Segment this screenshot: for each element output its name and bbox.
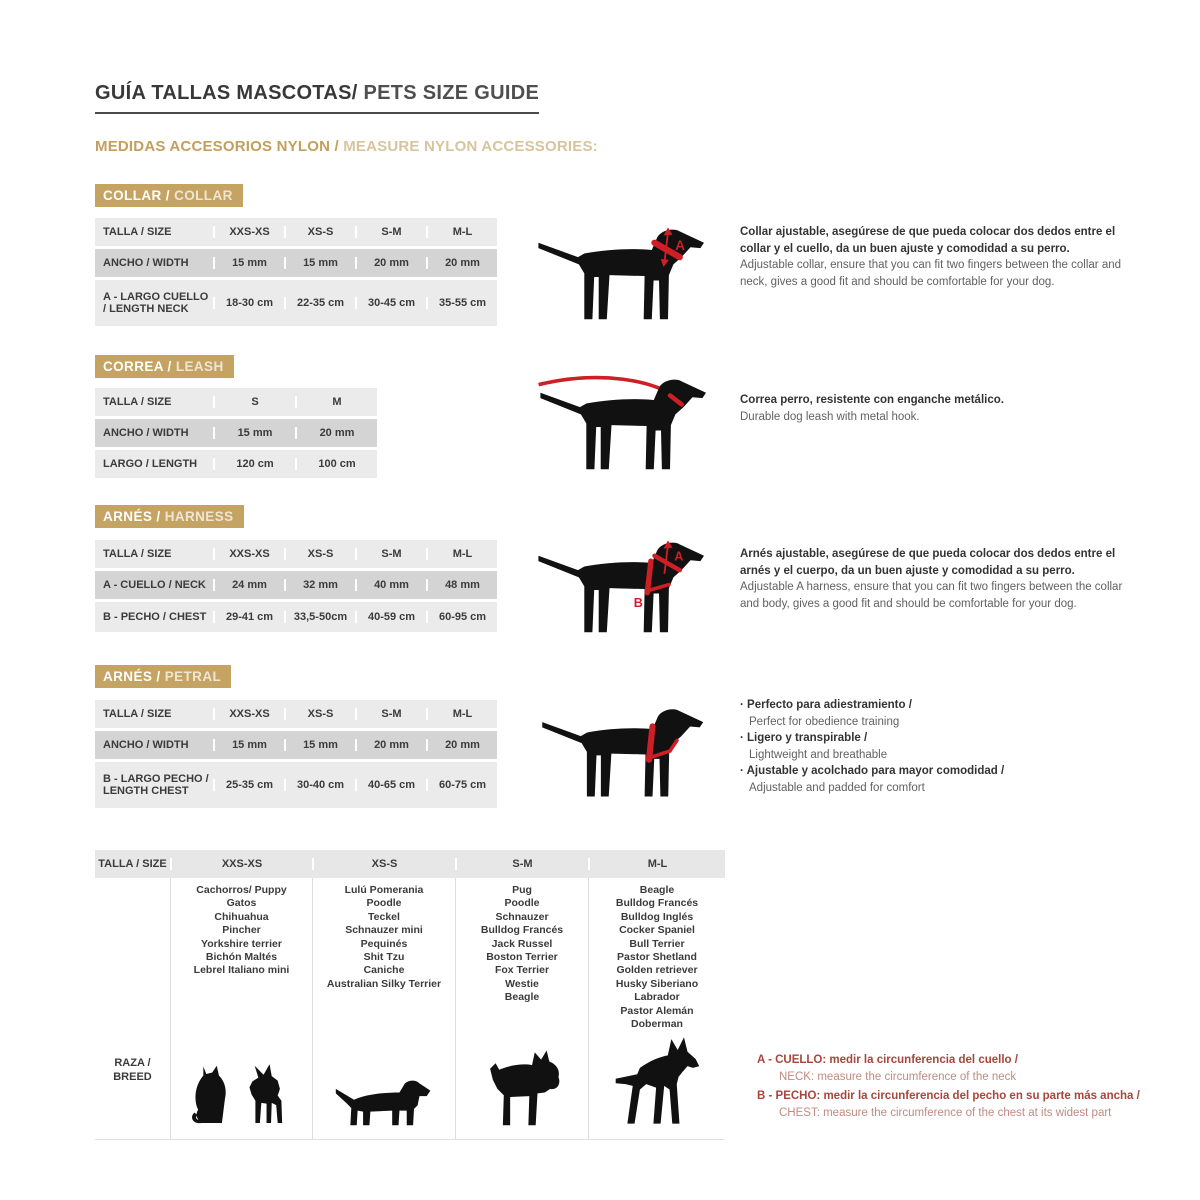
- leash-width-row: [95, 419, 377, 447]
- collar-size-table: [95, 218, 497, 329]
- breed-list-xxs-xs: Cachorros/ Puppy Gatos Chihuahua Pincher Yorkshire terrier Bichón Maltés Lebrel Italiano mini: [193, 884, 290, 977]
- row-label: ANCHO / WIDTH: [103, 256, 189, 269]
- page-header: [95, 82, 539, 114]
- header-cell: TALLA / SIZE: [103, 707, 172, 720]
- cell-value: 15 mm: [213, 739, 284, 751]
- cell-value: 20 mm: [295, 427, 377, 439]
- collar-badge-es: COLLAR /: [103, 188, 170, 203]
- header-cell: XS-S: [284, 548, 355, 560]
- harness-marker-a: A: [674, 549, 684, 564]
- s-m-silhouettes: [456, 1045, 588, 1139]
- breed-size-table: [95, 850, 725, 1140]
- petral-badge-en: PETRAL: [160, 669, 222, 684]
- header-cell: TALLA / SIZE: [103, 225, 172, 238]
- collar-neck-length-row: [95, 280, 497, 326]
- schnauzer-silhouette-icon: [481, 1045, 563, 1129]
- cell-value: 30-40 cm: [284, 779, 355, 791]
- breed-list-s-m: Pug Poodle Schnauzer Bulldog Francés Jack Russel Boston Terrier Fox Terrier Westie Beagle: [480, 884, 564, 1004]
- collar-width-row: [95, 249, 497, 277]
- leash-section-badge: [95, 355, 234, 378]
- page-subtitle: [95, 138, 598, 155]
- petral-size-table: [95, 700, 497, 811]
- header-cell: M-L: [426, 226, 497, 238]
- collar-badge-en: COLLAR: [169, 188, 233, 203]
- cell-value: 30-45 cm: [355, 297, 426, 309]
- header-cell: XXS-XS: [213, 708, 284, 720]
- collar-desc-es: Collar ajustable, asegúrese de que pueda colocar dos dedos entre el collar y el cuello, da un buen ajuste y comodidad a su perro.: [740, 226, 1116, 255]
- harness-desc-en: Adjustable A harness, ensure that you can fit two fingers between the collar and body, gives a good fit and should be comfortable for your dog.: [740, 581, 1123, 610]
- doberman-silhouette-icon: [612, 1032, 702, 1129]
- xs-s-silhouettes: [313, 1076, 455, 1139]
- leash-badge-en: LEASH: [171, 359, 224, 374]
- header-cell: XS-S: [284, 226, 355, 238]
- page-subtitle-en: MEASURE NYLON ACCESSORIES:: [338, 138, 598, 155]
- petral-width-row: [95, 731, 497, 759]
- xxs-xs-silhouettes: [171, 1062, 312, 1139]
- breed-row-label: RAZA / BREED: [113, 1057, 152, 1083]
- header-cell: XXS-XS: [213, 226, 284, 238]
- cell-value: 48 mm: [426, 579, 497, 591]
- collar-section-badge: [95, 184, 243, 207]
- measuring-notes: [757, 1052, 1197, 1124]
- cell-value: 15 mm: [213, 257, 284, 269]
- breed-col-s-m: [455, 878, 588, 1139]
- breed-col-xs-s: [312, 878, 455, 1139]
- collar-table-header-row: [95, 218, 497, 246]
- row-label: ANCHO / WIDTH: [103, 738, 189, 751]
- leash-table-header-row: [95, 388, 377, 416]
- header-cell: S-M: [355, 548, 426, 560]
- cell-value: 18-30 cm: [213, 297, 284, 309]
- row-label: A - CUELLO / NECK: [103, 578, 206, 591]
- petral-bullet-en: Lightweight and breathable: [749, 748, 888, 761]
- collar-desc-en: Adjustable collar, ensure that you can fit two fingers between the collar and neck, gives a good fit and should be comfortable for your dog.: [740, 259, 1122, 288]
- petral-bullet-en: Adjustable and padded for comfort: [749, 781, 925, 794]
- cell-value: 20 mm: [355, 257, 426, 269]
- cell-value: 60-95 cm: [426, 611, 497, 623]
- breed-col-xxs-xs: [170, 878, 312, 1139]
- cell-value: 22-35 cm: [284, 297, 355, 309]
- row-label: ANCHO / WIDTH: [103, 426, 189, 439]
- petral-bullet-es: · Ajustable y acolchado para mayor comodidad /: [740, 763, 1140, 780]
- cell-value: 32 mm: [284, 579, 355, 591]
- note-chest-en: CHEST: measure the circumference of the chest at its widest part: [779, 1107, 1112, 1119]
- header-cell: TALLA / SIZE: [103, 395, 172, 408]
- cell-value: 40-65 cm: [355, 779, 426, 791]
- page-subtitle-es: MEDIDAS ACCESORIOS NYLON /: [95, 138, 339, 155]
- harness-dog-illustration: [533, 533, 713, 637]
- harness-chest-row: [95, 602, 497, 632]
- cell-value: 20 mm: [355, 739, 426, 751]
- header-cell: M-L: [426, 548, 497, 560]
- header-cell: S-M: [355, 708, 426, 720]
- cell-value: 24 mm: [213, 579, 284, 591]
- header-cell: XXS-XS: [170, 858, 312, 870]
- harness-marker-b: B: [633, 596, 643, 611]
- header-cell: M-L: [426, 708, 497, 720]
- petral-badge-es: ARNÉS /: [103, 669, 161, 684]
- petral-section-badge: [95, 665, 231, 688]
- harness-description: [740, 546, 1130, 612]
- leash-dog-illustration: [535, 370, 715, 474]
- header-cell: M-L: [588, 858, 725, 870]
- cat-silhouette-icon: [187, 1062, 239, 1129]
- header-cell: XS-S: [312, 858, 455, 870]
- row-label: B - PECHO / CHEST: [103, 610, 207, 623]
- petral-bullet-es: · Ligero y transpirable /: [740, 730, 1140, 747]
- petral-feature-list: [740, 697, 1140, 796]
- cell-value: 20 mm: [426, 739, 497, 751]
- harness-badge-es: ARNÉS /: [103, 509, 161, 524]
- header-cell: S-M: [355, 226, 426, 238]
- petral-bullet-en: Perfect for obedience training: [749, 715, 900, 728]
- harness-section-badge: [95, 505, 244, 528]
- cell-value: 15 mm: [213, 427, 295, 439]
- harness-badge-en: HARNESS: [160, 509, 234, 524]
- leash-description: [740, 392, 1130, 425]
- cell-value: 29-41 cm: [213, 611, 284, 623]
- breed-col-m-l: [588, 878, 725, 1139]
- header-cell: TALLA / SIZE: [98, 858, 167, 870]
- cell-value: 35-55 cm: [426, 297, 497, 309]
- page-title-es: GUÍA TALLAS MASCOTAS/: [95, 82, 358, 104]
- cell-value: 20 mm: [426, 257, 497, 269]
- page-title: [95, 82, 539, 114]
- page-title-en: PETS SIZE GUIDE: [357, 82, 540, 104]
- m-l-silhouettes: [589, 1032, 725, 1139]
- dachshund-silhouette-icon: [334, 1076, 434, 1129]
- row-label: LARGO / LENGTH: [103, 457, 198, 470]
- header-cell: S-M: [455, 858, 588, 870]
- cell-value: 60-75 cm: [426, 779, 497, 791]
- breed-col-size-label: [95, 878, 170, 1139]
- collar-description: [740, 224, 1130, 290]
- cell-value: 15 mm: [284, 257, 355, 269]
- harness-size-table: [95, 540, 497, 635]
- petral-dog-illustration: [537, 700, 712, 801]
- breed-table-body: [95, 878, 725, 1140]
- collar-dog-illustration: [533, 220, 713, 324]
- collar-marker-a: A: [675, 237, 685, 253]
- petral-bullet-es: · Perfecto para adiestramiento /: [740, 697, 1140, 714]
- cell-value: 15 mm: [284, 739, 355, 751]
- header-cell: TALLA / SIZE: [103, 547, 172, 560]
- cell-value: 33,5-50cm: [284, 611, 355, 623]
- cell-value: 25-35 cm: [213, 779, 284, 791]
- header-cell: XS-S: [284, 708, 355, 720]
- cell-value: 120 cm: [213, 458, 295, 470]
- leash-size-table: [95, 388, 377, 481]
- row-label: A - LARGO CUELLO / LENGTH NECK: [103, 290, 209, 315]
- petral-table-header-row: [95, 700, 497, 728]
- petral-chest-length-row: [95, 762, 497, 808]
- cell-value: 40-59 cm: [355, 611, 426, 623]
- cell-value: 100 cm: [295, 458, 377, 470]
- row-label: B - LARGO PECHO / LENGTH CHEST: [103, 772, 209, 797]
- header-cell: S: [213, 396, 295, 408]
- breed-list-m-l: Beagle Bulldog Francés Bulldog Inglés Cocker Spaniel Bull Terrier Pastor Shetland Golden retriever Husky Siberiano Labrador Pastor Alemán Doberman: [615, 884, 699, 1031]
- note-neck-en: NECK: measure the circumference of the neck: [779, 1071, 1017, 1083]
- leash-desc-es: Correa perro, resistente con enganche metálico.: [740, 394, 1004, 406]
- leash-length-row: [95, 450, 377, 478]
- cell-value: 40 mm: [355, 579, 426, 591]
- header-cell: XXS-XS: [213, 548, 284, 560]
- harness-table-header-row: [95, 540, 497, 568]
- leash-badge-es: CORREA /: [103, 359, 172, 374]
- note-neck-es: A - CUELLO: medir la circunferencia del cuello /: [757, 1054, 1018, 1066]
- chihuahua-silhouette-icon: [245, 1062, 297, 1129]
- harness-desc-es: Arnés ajustable, asegúrese de que pueda colocar dos dedos entre el arnés y el cuerpo, da un buen ajuste y comodidad a su perro.: [740, 548, 1116, 577]
- leash-desc-en: Durable dog leash with metal hook.: [740, 410, 920, 423]
- harness-neck-row: [95, 571, 497, 599]
- breed-list-xs-s: Lulú Pomerania Poodle Teckel Schnauzer mini Pequinés Shit Tzu Caniche Australian Silky Terrier: [326, 884, 442, 990]
- header-cell: M: [295, 396, 377, 408]
- breed-table-header-row: [95, 850, 725, 878]
- note-chest-es: B - PECHO: medir la circunferencia del pecho en su parte más ancha /: [757, 1090, 1140, 1102]
